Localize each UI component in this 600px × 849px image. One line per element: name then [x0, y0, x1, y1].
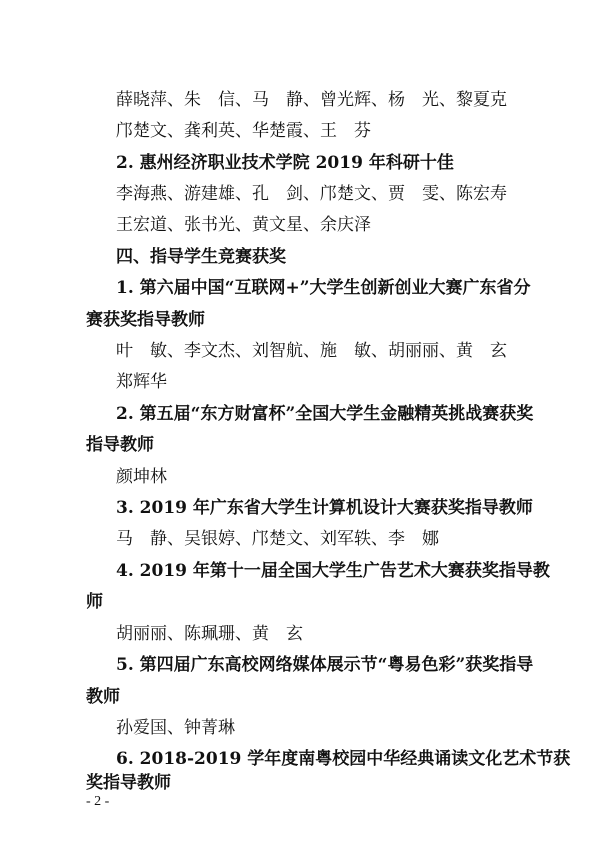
section-heading: 2. 第五届“东方财富杯”全国大学生金融精英挑战赛获奖 — [116, 404, 534, 424]
text-line: 孙爱国、钟菁琳 — [116, 718, 235, 738]
page-number: - 2 - — [86, 794, 110, 809]
section-heading: 教师 — [86, 687, 120, 707]
section-heading: 师 — [86, 592, 103, 612]
section-heading: 四、指导学生竞赛获奖 — [116, 247, 286, 267]
text-line: 胡丽丽、陈珮珊、黄 玄 — [116, 624, 303, 644]
text-line: 王宏道、张书光、黄文星、余庆泽 — [116, 215, 371, 235]
section-heading: 奖指导教师 — [86, 773, 171, 793]
section-heading: 指导教师 — [86, 435, 154, 455]
section-heading: 4. 2019 年第十一届全国大学生广告艺术大赛获奖指导教 — [116, 561, 550, 581]
text-line: 颜坤林 — [116, 467, 167, 487]
section-heading: 2. 惠州经济职业技术学院 2019 年科研十佳 — [116, 153, 454, 173]
text-line: 叶 敏、李文杰、刘智航、施 敏、胡丽丽、黄 玄 — [116, 341, 507, 361]
text-line: 马 静、吴银婷、邝楚文、刘军轶、李 娜 — [116, 529, 439, 549]
section-heading: 赛获奖指导教师 — [86, 310, 205, 330]
text-line: 邝楚文、龚利英、华楚霞、王 芬 — [116, 121, 371, 141]
section-heading: 5. 第四届广东高校网络媒体展示节“粤易色彩”获奖指导 — [116, 655, 534, 675]
text-line: 薛晓萍、朱 信、马 静、曾光辉、杨 光、黎夏克 — [116, 90, 507, 110]
text-line: 郑辉华 — [116, 372, 167, 392]
text-line: 李海燕、游建雄、孔 剑、邝楚文、贾 雯、陈宏寿 — [116, 184, 507, 204]
section-heading: 3. 2019 年广东省大学生计算机设计大赛获奖指导教师 — [116, 498, 533, 518]
section-heading: 6. 2018-2019 学年度南粤校园中华经典诵读文化艺术节获 — [116, 749, 571, 769]
section-heading: 1. 第六届中国“互联网+”大学生创新创业大赛广东省分 — [116, 278, 531, 298]
